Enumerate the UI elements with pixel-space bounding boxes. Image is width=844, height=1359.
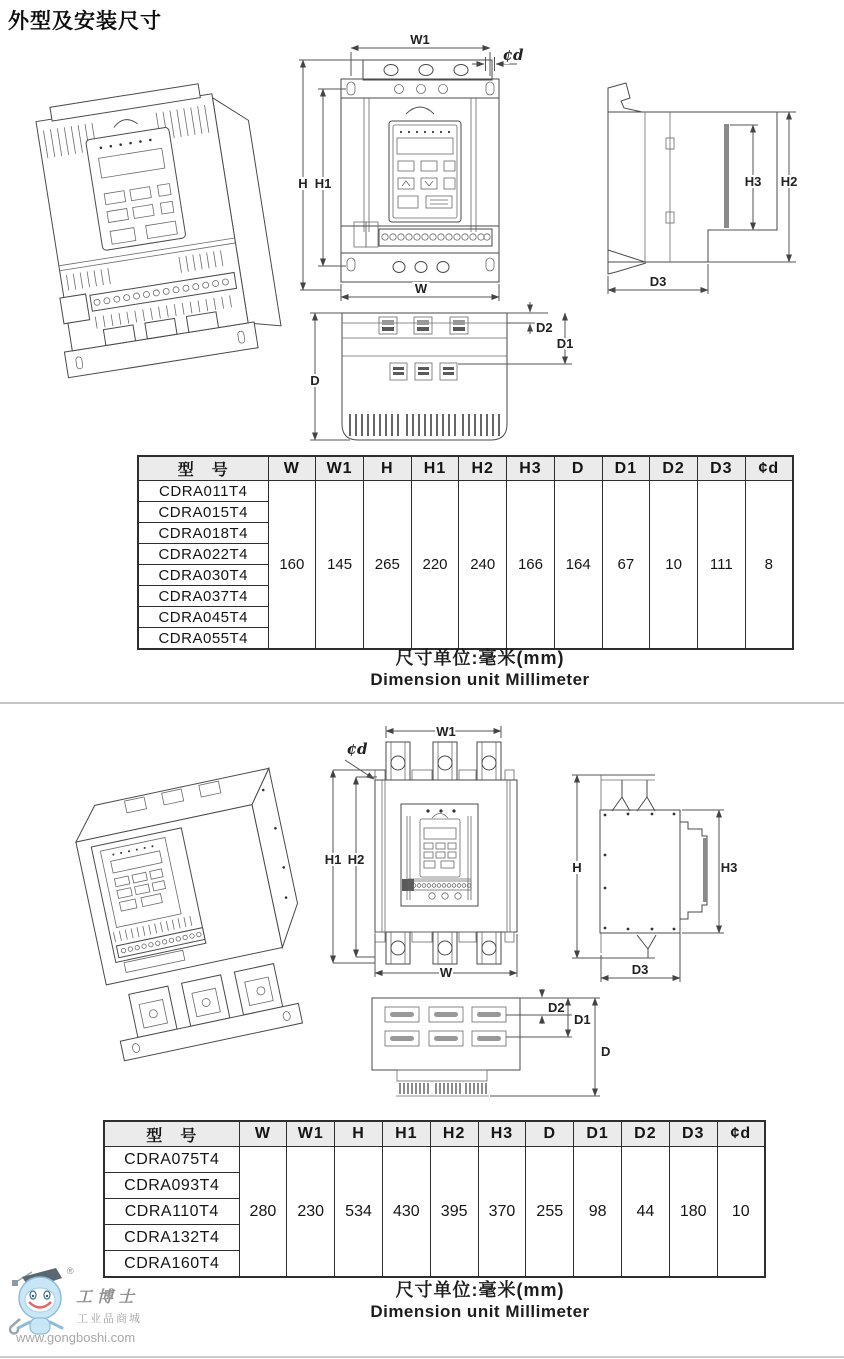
model-cell: CDRA075T4 xyxy=(104,1147,239,1173)
unit-caption-2 xyxy=(270,1276,690,1322)
model-cell: CDRA030T4 xyxy=(138,565,268,586)
column-header: H2 xyxy=(430,1121,478,1147)
column-header: D1 xyxy=(602,456,650,481)
dim-label-h3-1: H3 xyxy=(744,174,762,189)
dim-label-w-1: W xyxy=(414,281,428,296)
bottom-view-large xyxy=(372,989,610,1096)
column-header: D1 xyxy=(574,1121,622,1147)
value-cell: 280 xyxy=(239,1147,287,1278)
dim-label-h-1: H xyxy=(298,176,308,191)
table-header-row xyxy=(104,1121,765,1147)
front-view-large xyxy=(325,724,517,980)
dimension-table-small-wrap xyxy=(137,455,794,650)
top-lugs xyxy=(386,742,501,780)
model-cell: CDRA011T4 xyxy=(138,481,268,502)
value-cell: 534 xyxy=(335,1147,383,1278)
isometric-view-large xyxy=(69,768,322,1061)
dim-label-w1-1: W1 xyxy=(410,32,430,47)
side-view-small xyxy=(608,83,797,294)
column-header: H1 xyxy=(411,456,459,481)
watermark-brand: 工博士 xyxy=(76,1289,140,1306)
value-cell: 430 xyxy=(382,1147,430,1278)
model-cell: CDRA037T4 xyxy=(138,586,268,607)
dim-label-w-2: W xyxy=(439,965,453,980)
table-header-row xyxy=(138,456,793,481)
unit-caption-en: Dimension unit Millimeter xyxy=(370,1302,590,1321)
model-cell: CDRA160T4 xyxy=(104,1251,239,1278)
dimension-table-large-wrap xyxy=(103,1120,766,1278)
unit-caption-en: Dimension unit Millimeter xyxy=(370,670,590,689)
value-cell: 395 xyxy=(430,1147,478,1278)
value-cell: 255 xyxy=(526,1147,574,1278)
bottom-view-small xyxy=(310,302,573,440)
bottom-lugs xyxy=(375,932,514,964)
value-cell: 67 xyxy=(602,481,650,650)
dimension-table-small xyxy=(137,455,794,650)
model-cell: CDRA055T4 xyxy=(138,628,268,650)
column-header-model: 型 号 xyxy=(138,456,268,481)
column-header: H1 xyxy=(382,1121,430,1147)
value-cell: 44 xyxy=(622,1147,670,1278)
dim-label-phid-2: ¢d xyxy=(346,740,368,758)
keypad-small-front xyxy=(389,121,461,222)
column-header: ¢d xyxy=(745,456,793,481)
model-cell: CDRA110T4 xyxy=(104,1199,239,1225)
keypad-small-iso xyxy=(86,127,186,251)
keypad-large-front xyxy=(401,804,478,906)
column-header: D2 xyxy=(622,1121,670,1147)
dim-label-h2-1: H2 xyxy=(780,174,798,189)
dim-label-d2-2: D2 xyxy=(548,1000,565,1015)
value-cell: 166 xyxy=(507,481,555,650)
column-header-model: 型 号 xyxy=(104,1121,239,1147)
value-cell: 370 xyxy=(478,1147,526,1278)
dim-label-h-2: H xyxy=(572,860,582,875)
value-cell: 98 xyxy=(574,1147,622,1278)
column-header: D xyxy=(526,1121,574,1147)
value-cell: 220 xyxy=(411,481,459,650)
dim-label-h3-2: H3 xyxy=(720,860,738,875)
value-cell: 265 xyxy=(363,481,411,650)
model-cell: CDRA045T4 xyxy=(138,607,268,628)
column-header: W1 xyxy=(316,456,364,481)
page-title: 外型及安装尺寸 xyxy=(8,10,162,33)
column-header: H xyxy=(335,1121,383,1147)
drawing-small-frame xyxy=(0,0,844,460)
dim-label-d-1: D xyxy=(310,373,320,388)
column-header: W xyxy=(268,456,316,481)
dim-label-d1-2: D1 xyxy=(574,1012,591,1027)
column-header: D2 xyxy=(650,456,698,481)
table-row xyxy=(138,481,793,502)
column-header: H2 xyxy=(459,456,507,481)
isometric-view-small xyxy=(26,77,284,378)
model-cell: CDRA132T4 xyxy=(104,1225,239,1251)
front-view-small xyxy=(298,32,524,301)
value-cell: 10 xyxy=(717,1147,765,1278)
value-cell: 180 xyxy=(669,1147,717,1278)
value-cell: 8 xyxy=(745,481,793,650)
column-header: D3 xyxy=(669,1121,717,1147)
mid-terminals xyxy=(390,363,457,380)
model-cell: CDRA022T4 xyxy=(138,544,268,565)
dim-label-d3-2: D3 xyxy=(631,962,649,977)
dim-label-phid-1: ¢d xyxy=(502,46,524,64)
terminal-slots xyxy=(385,1007,506,1046)
dim-label-h1-2: H1 xyxy=(324,852,342,867)
unit-caption-zh: 尺寸单位:毫米(mm) xyxy=(395,648,565,668)
column-header: D xyxy=(554,456,602,481)
registered-mark: ® xyxy=(67,1266,74,1276)
dimension-table-large xyxy=(103,1120,766,1278)
watermark-tagline: 工业品商城 xyxy=(77,1313,142,1325)
model-cell: CDRA015T4 xyxy=(138,502,268,523)
dim-label-h2-2: H2 xyxy=(347,852,365,867)
unit-caption-zh: 尺寸单位:毫米(mm) xyxy=(395,1280,565,1300)
top-terminals xyxy=(379,317,468,334)
model-cell: CDRA018T4 xyxy=(138,523,268,544)
table-row xyxy=(104,1147,765,1173)
column-header: H xyxy=(363,456,411,481)
value-cell: 240 xyxy=(459,481,507,650)
dim-label-d-2: D xyxy=(601,1044,611,1059)
drawing-large-frame xyxy=(0,700,844,1120)
column-header: D3 xyxy=(697,456,745,481)
side-view-large xyxy=(572,775,737,982)
page-bottom-rule xyxy=(0,1356,844,1358)
column-header: ¢d xyxy=(717,1121,765,1147)
dim-label-w1-2: W1 xyxy=(436,724,456,739)
column-header: W xyxy=(239,1121,287,1147)
value-cell: 160 xyxy=(268,481,316,650)
value-cell: 145 xyxy=(316,481,364,650)
dim-label-d1-1: D1 xyxy=(556,336,574,351)
column-header: W1 xyxy=(287,1121,335,1147)
dim-label-d2-1: D2 xyxy=(536,320,553,335)
model-cell: CDRA093T4 xyxy=(104,1173,239,1199)
unit-caption-1 xyxy=(280,644,680,690)
column-header: H3 xyxy=(507,456,555,481)
dim-label-d3-1: D3 xyxy=(649,274,667,289)
watermark-url: www.gongboshi.com xyxy=(16,1330,136,1345)
dim-label-h1-1: H1 xyxy=(314,176,332,191)
value-cell: 164 xyxy=(554,481,602,650)
value-cell: 230 xyxy=(287,1147,335,1278)
column-header: H3 xyxy=(478,1121,526,1147)
value-cell: 10 xyxy=(650,481,698,650)
value-cell: 111 xyxy=(697,481,745,650)
